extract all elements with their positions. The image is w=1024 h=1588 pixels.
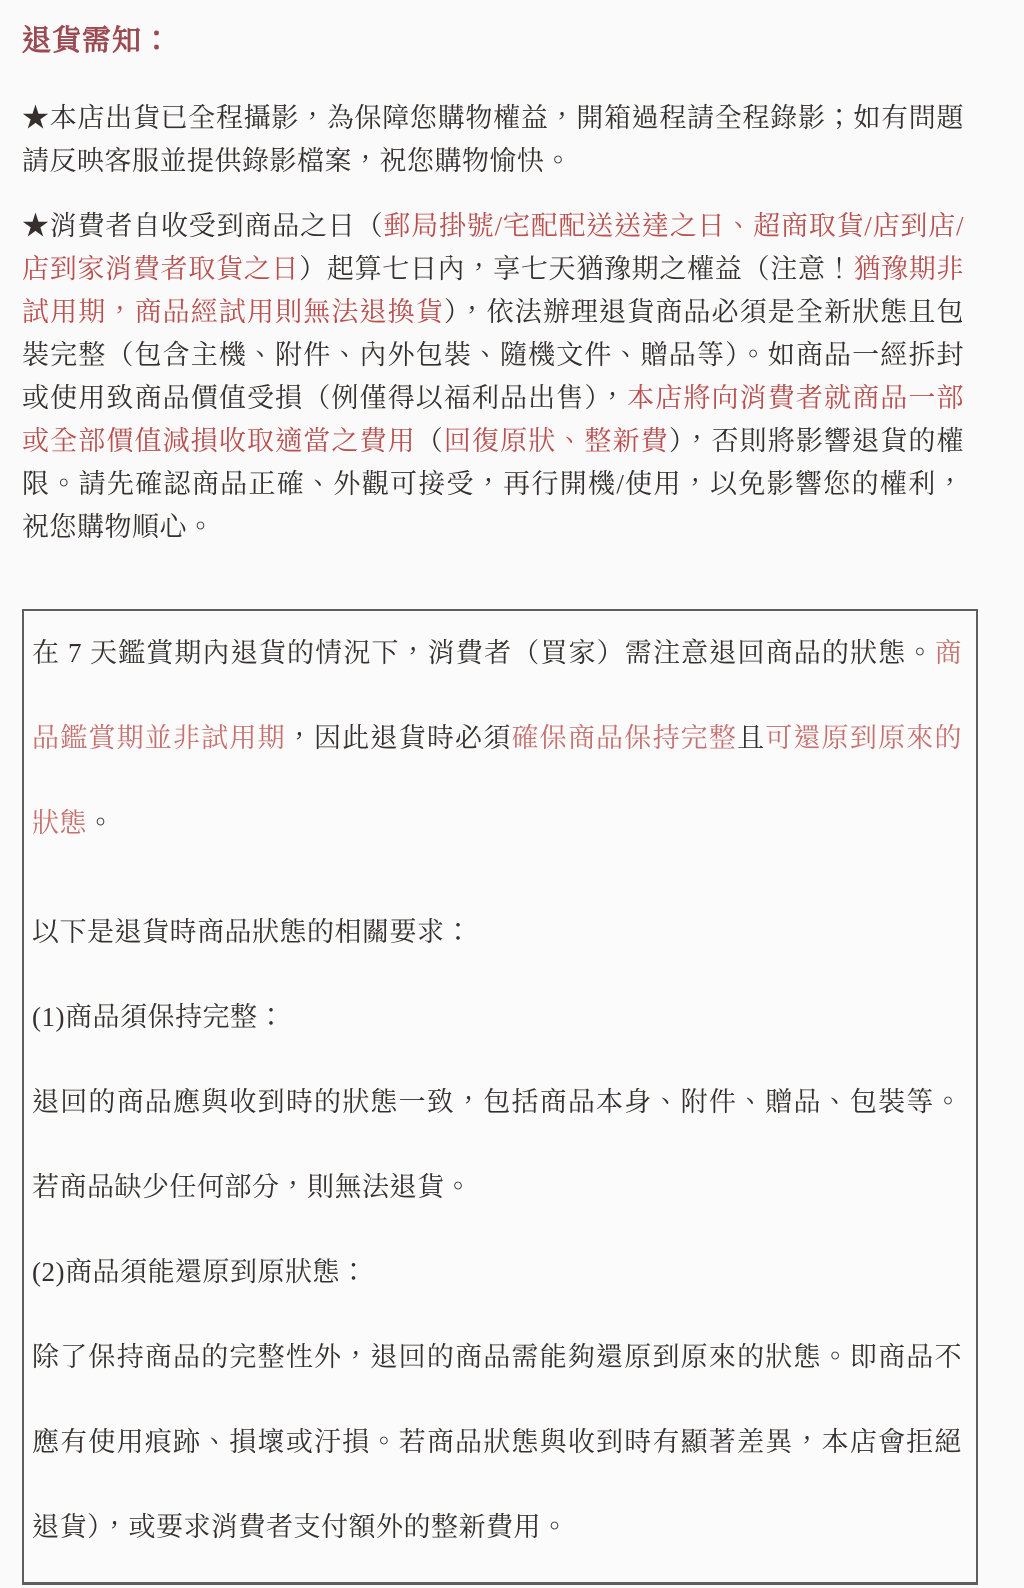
item-1-body: 退回的商品應與收到時的狀態一致，包括商品本身、附件、贈品、包裝等。若商品缺少任何部分，則無法退貨。 bbox=[32, 1087, 962, 1202]
requirements-heading: 以下是退貨時商品狀態的相關要求： bbox=[32, 917, 472, 947]
text-segment: 回復原狀、整新費 bbox=[443, 426, 669, 456]
text-segment: 確保商品保持完整 bbox=[511, 723, 738, 753]
text-segment: 在 7 天鑑賞期內退貨的情況下，消費者（買家）需注意退回商品的狀態。 bbox=[32, 638, 935, 668]
text-segment: （ bbox=[415, 426, 444, 456]
text-segment: ），否則將影響退貨的權限。請先確認商品正確、外觀可接受，再行開機/使用，以免影響您的權利，祝您購物順心。 bbox=[22, 426, 965, 542]
text-segment: 。 bbox=[87, 808, 115, 838]
text-segment: ）起算七日內，享七天猶豫期之權益（注意！ bbox=[299, 254, 854, 284]
item-2-body: 除了保持商品的完整性外，退回的商品需能夠還原到原來的狀態。即商品不應有使用痕跡、損壞或汙損。若商品狀態與收到時有顯著差異，本店會拒絕退貨），或要求消費者支付額外的整新費用。 bbox=[32, 1342, 962, 1542]
text-segment: 可還原到原來的狀態 bbox=[32, 723, 962, 838]
text-segment: ★消費者自收受到商品之日（ bbox=[22, 211, 384, 241]
return-notice-title: 退貨需知： bbox=[22, 25, 173, 57]
text-segment: 本店將向消費者就商品一部或全部價值減損收取適當之費用 bbox=[22, 383, 965, 456]
text-segment: 且 bbox=[737, 723, 766, 753]
text-segment: 商品鑑賞期並非試用期 bbox=[32, 638, 962, 753]
text-segment: ★本店出貨已全程攝影，為保障您購物權益，開箱過程請全程錄影；如有問題請反映客服並提供錄影檔案，祝您購物愉快。 bbox=[22, 103, 964, 176]
seven-day-right-paragraph bbox=[22, 205, 964, 549]
item-1-heading: (1)商品須保持完整： bbox=[32, 1002, 285, 1032]
text-segment: ，因此退貨時必須 bbox=[285, 723, 512, 753]
shipping-filmed-paragraph bbox=[22, 97, 964, 183]
appreciation-period-paragraph bbox=[32, 611, 962, 866]
text-segment: 猶豫期非試用期，商品經試用則無法退換貨 bbox=[22, 254, 965, 327]
text-segment: 郵局掛號/宅配配送送達之日、超商取貨/店到店/店到家消費者取貨之日 bbox=[22, 211, 964, 284]
return-condition-box bbox=[22, 609, 978, 1585]
item-2-heading: (2)商品須能還原到原狀態： bbox=[32, 1257, 368, 1287]
text-segment: ），依法辦理退貨商品必須是全新狀態且包裝完整（包含主機、附件、內外包裝、隨機文件、贈品等）。如商品一經拆封或使用致商品價值受損（例僅得以福利品出售）， bbox=[22, 297, 965, 413]
